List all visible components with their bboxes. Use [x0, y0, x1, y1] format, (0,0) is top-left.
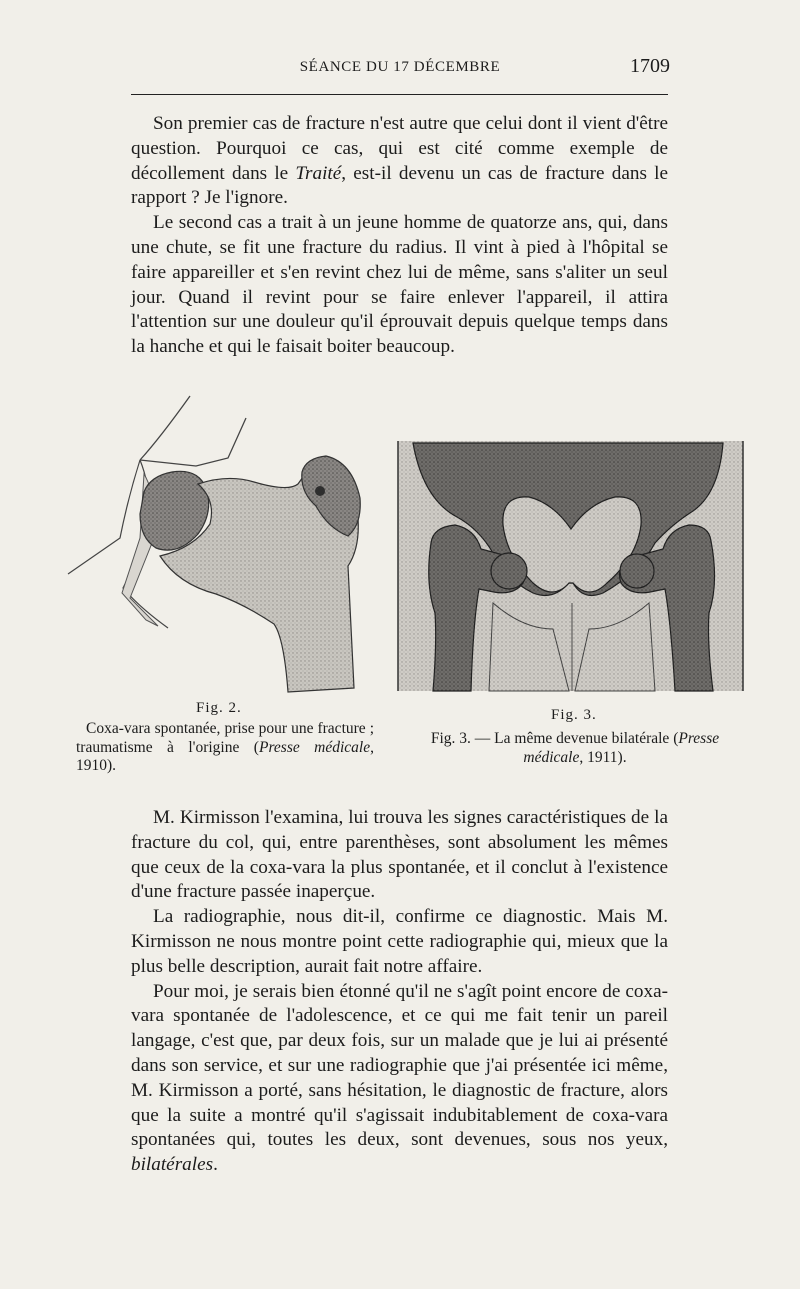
paragraph-5-text-a: Pour moi, je serais bien étonné qu'il ne s'agît point encore de coxa-vara spontanée de l'adolescence, et ce qui me fait tenir un pareil langage, c'est que, par deux fois, sur un malade que je lui ai présenté dans son service, et sur une radiographie que j'ai présentée ici même, M. Kirmisson a porté, sans hésitation, le diagnostic de fracture, alors que la suite a montré qu'il s'agissait indubitablement de coxa-vara spontanées qui, toutes les deux, sont devenues, sous nos yeux,: [131, 980, 668, 1151]
figure-2-caption-text-a: Coxa-vara spontanée, prise pour une fracture ; traumatisme à l'origine (: [76, 720, 374, 756]
paragraph-1-text-a: Son premier cas de fracture n'est autre que celui dont il vient d'être question. Pourquoi ce cas, qui est cité comme exemple de décollement dans le: [131, 113, 668, 184]
header-rule: [131, 94, 668, 95]
figure-3-caption-italic: Presse médicale: [523, 730, 720, 766]
body-text-bottom: [131, 806, 668, 1178]
paragraph-5-italic: bilatérales: [131, 1154, 214, 1176]
figure-3-label: Fig. 3.: [551, 707, 597, 723]
running-head: [130, 54, 670, 84]
paragraph-2: Le second cas a trait à un jeune homme de quatorze ans, qui, dans une chute, se fit une fracture du radius. Il vint à pied à l'hôpital se faire appareiller et s'en revint chez lui de même, sans s'aliter un seul jour. Quand il revint pour se faire enlever l'appareil, il attira l'attention sur une douleur qu'il éprouvait depuis quelque temps dans la hanche et qui le faisait boiter beaucoup.: [131, 212, 668, 358]
paragraph-1: [131, 112, 668, 211]
page-number: 1709: [630, 55, 670, 77]
paragraph-3: M. Kirmisson l'examina, lui trouva les signes caractéristiques de la fracture du col, qui, entre parenthèses, sont absolument les mêmes que ceux de la coxa-vara la plus spontanée, et il conclut à l'existence d'une fracture passée inaperçue.: [131, 807, 668, 903]
paragraph-5-text-b: .: [213, 1154, 218, 1176]
figure-2-illustration: [48, 388, 368, 700]
figure-3-caption: [410, 730, 740, 767]
figure-2-caption: [76, 720, 374, 776]
paragraph-4: La radiographie, nous dit-il, confirme ce diagnostic. Mais M. Kirmisson ne nous montre point cette radiographie qui, mieux que la plus belle description, aurait fait notre affaire.: [131, 906, 668, 977]
figure-3-caption-text-b: , 1911).: [579, 748, 627, 766]
figure-2-caption-text-b: , 1910).: [76, 738, 374, 774]
figure-3-illustration: [393, 433, 750, 695]
body-text-top: [131, 112, 668, 360]
figure-2-label: Fig. 2.: [196, 700, 242, 716]
paragraph-1-italic: Traité: [295, 162, 342, 184]
figure-2-caption-italic: Presse médicale: [258, 738, 371, 756]
running-head-title: SÉANCE DU 17 DÉCEMBRE: [299, 59, 501, 75]
figure-3-caption-text-a: Fig. 3. — La même devenue bilatérale (: [430, 730, 679, 747]
paragraph-1-text-b: , est-il devenu un cas de fracture dans le rapport ? Je l'ignore.: [131, 162, 668, 209]
paragraph-5: [131, 980, 668, 1178]
